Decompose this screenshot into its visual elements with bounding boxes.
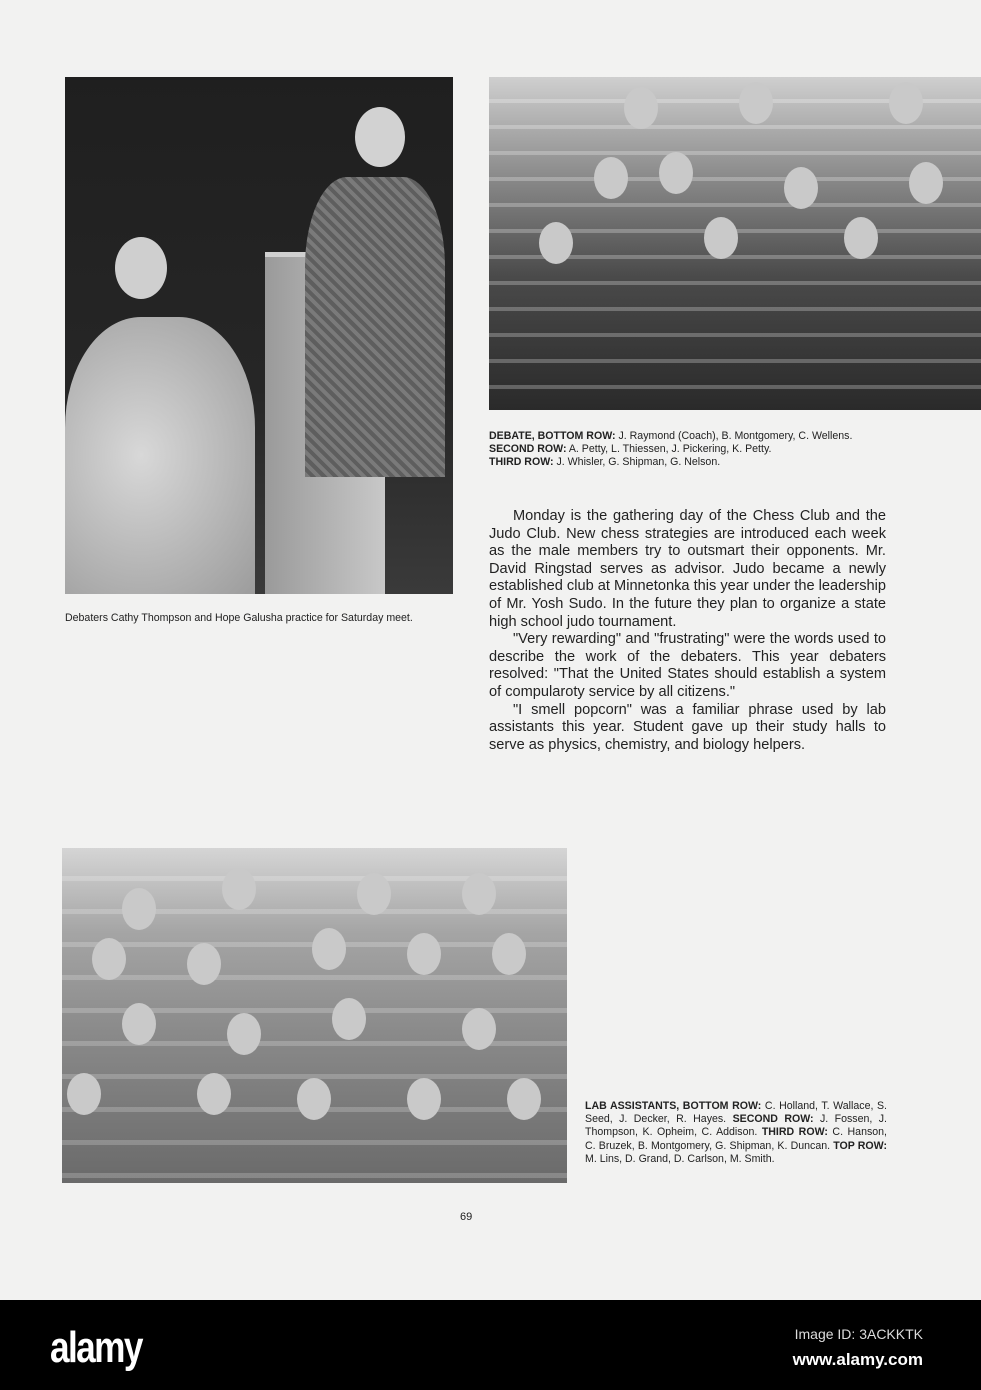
lab-assistants-caption <box>585 1100 887 1166</box>
debate-photo-caption <box>489 430 887 470</box>
paragraph: "Very rewarding" and "frustrating" were the words used to describe the work of the debaters. This year debaters resolved: "That the United States should establish a system of compularoty service by all citizens." <box>489 631 886 700</box>
caption-label: THIRD ROW: <box>489 456 554 469</box>
watermark-bar <box>0 1300 981 1390</box>
caption-label: THIRD ROW: <box>761 1126 828 1139</box>
paragraph: Monday is the gathering day of the Chess Club and the Judo Club. New chess strategies are introduced each week as the male members try to outsmart their opponents. Mr. David Ringstad serves as advisor. Judo became a newly established club at Minnetonka this year under the leadership of Mr. Yosh Sudo. In the future they plan to organize a state high school judo tournament. <box>489 508 886 630</box>
caption-label: LAB ASSISTANTS, BOTTOM ROW: <box>585 1100 762 1112</box>
caption-names: M. Lins, D. Grand, D. Carlson, M. Smith. <box>585 1152 775 1165</box>
caption-label: DEBATE, BOTTOM ROW: <box>489 430 616 442</box>
alamy-logo: alamy <box>50 1323 142 1372</box>
caption-label: SECOND ROW: <box>489 443 567 456</box>
caption-names: J. Fossen, J. Thompson, K. Opheim, C. Addison. <box>585 1113 887 1139</box>
image-id: Image ID: 3ACKKTK <box>794 1326 923 1342</box>
debaters-photo-caption: Debaters Cathy Thompson and Hope Galusha practice for Saturday meet. <box>65 612 413 624</box>
lab-assistants-photo <box>62 848 567 1183</box>
debaters-practice-photo <box>65 77 453 594</box>
caption-names: J. Whisler, G. Shipman, G. Nelson. <box>553 456 721 469</box>
page-number: 69 <box>460 1211 473 1223</box>
site-url: www.alamy.com <box>792 1350 923 1369</box>
paragraph: "I smell popcorn" was a familiar phrase used by lab assistants this year. Student gave up their study halls to serve as physics, chemistry, and biology helpers. <box>489 701 886 753</box>
caption-names: C. Hanson, C. Bruzek, B. Montgomery, G. Shipman, K. Duncan. <box>585 1126 887 1152</box>
caption-label: TOP ROW: <box>833 1139 887 1152</box>
caption-label: SECOND ROW: <box>732 1113 814 1126</box>
debate-team-photo <box>489 77 981 410</box>
caption-names: J. Raymond (Coach), B. Montgomery, C. Wellens. <box>615 430 853 442</box>
caption-names: A. Petty, L. Thiessen, J. Pickering, K. Petty. <box>566 443 772 456</box>
article-body <box>489 508 886 754</box>
caption-names: C. Holland, T. Wallace, S. Seed, J. Decker, R. Hayes. <box>585 1100 887 1126</box>
